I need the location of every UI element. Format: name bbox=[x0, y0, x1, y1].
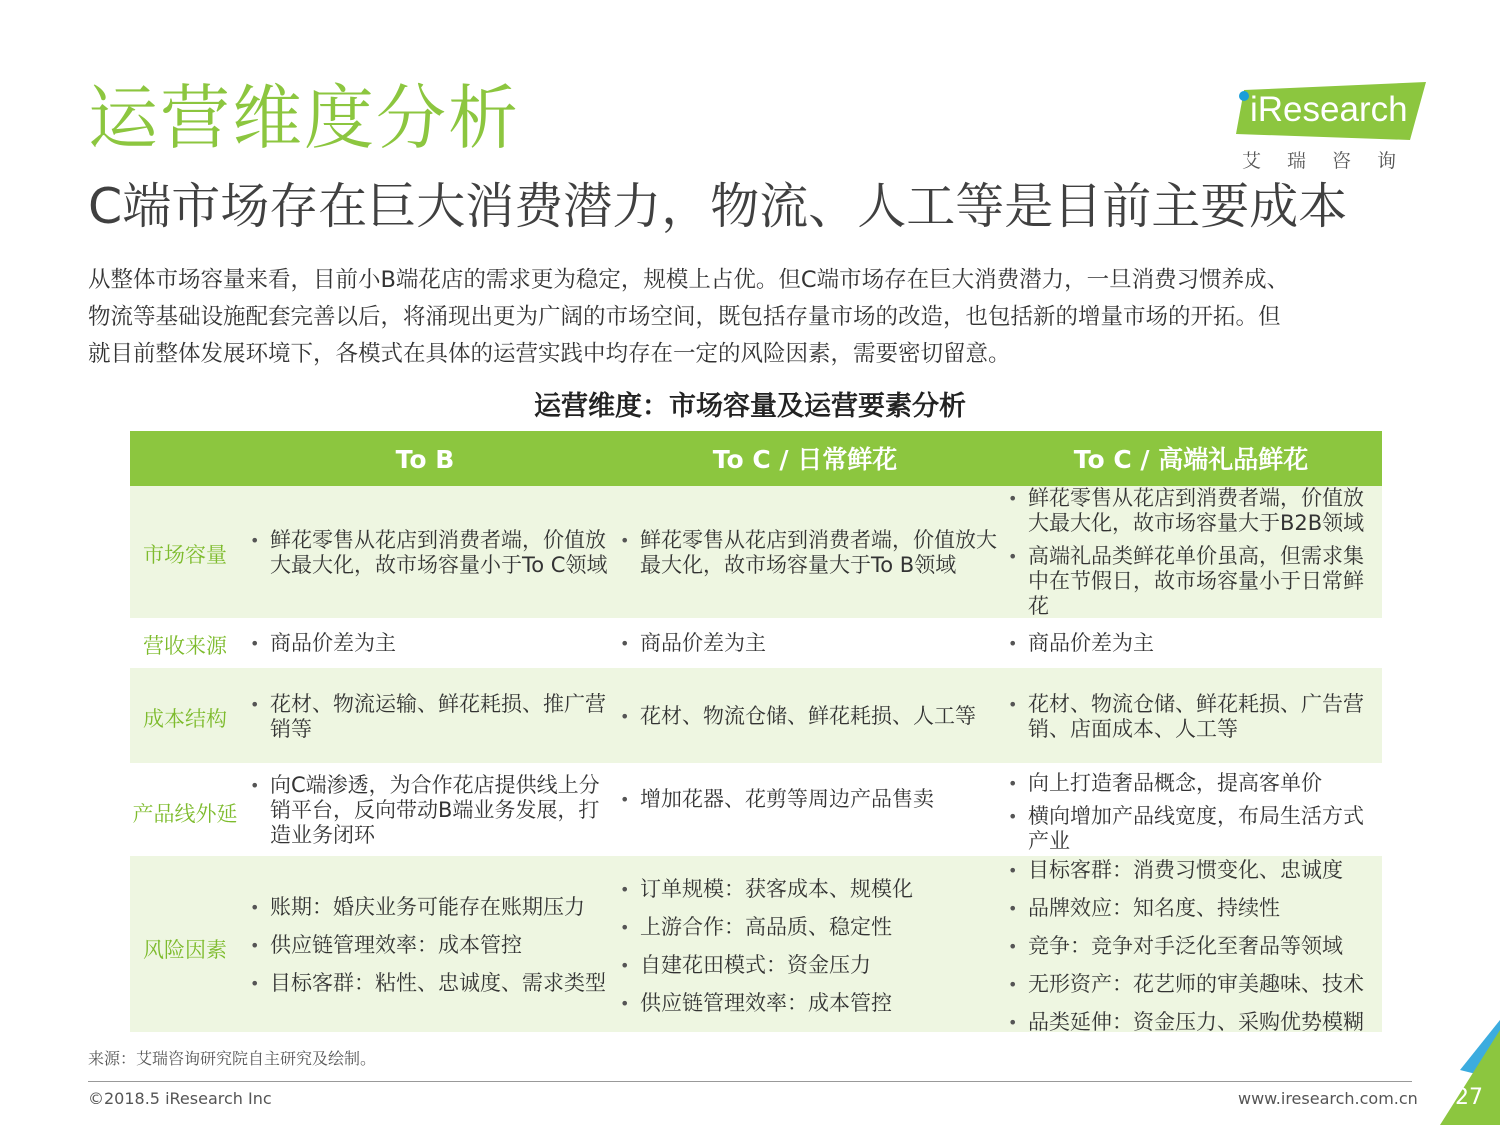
bullet-item: • 订单规模：获客成本、规模化 bbox=[610, 877, 1000, 902]
bullet-item: • 高端礼品类鲜花单价虽高，但需求集中在节假日，故市场容量小于日常鲜花 bbox=[998, 544, 1368, 619]
cell-to-c-daily bbox=[610, 704, 1000, 729]
intro-line: 从整体市场容量来看，目前小B端花店的需求更为稳定，规模上占优。但C端市场存在巨大消费潜力，一旦消费习惯养成、 bbox=[88, 267, 1290, 293]
bullet-item: • 增加花器、花剪等周边产品售卖 bbox=[610, 787, 1000, 812]
cell-to-c-daily bbox=[610, 787, 1000, 812]
row-label: 营收来源 bbox=[143, 634, 227, 658]
cell-to-c-daily bbox=[610, 528, 1000, 578]
bullet-item: • 账期：婚庆业务可能存在账期压力 bbox=[240, 895, 610, 920]
table-row-revenue-source bbox=[130, 618, 1382, 668]
bullet-item: • 供应链管理效率：成本管控 bbox=[610, 991, 1000, 1016]
iresearch-logo bbox=[1236, 82, 1426, 172]
column-header-to-b: To B bbox=[395, 445, 455, 474]
table-row-risk-factors bbox=[130, 856, 1382, 1032]
bullet-item: • 商品价差为主 bbox=[240, 631, 610, 656]
source-note: 来源：艾瑞咨询研究院自主研究及绘制。 bbox=[88, 1049, 377, 1068]
analysis-table bbox=[130, 431, 1382, 1032]
bullet-item: • 品类延伸：资金压力、采购优势模糊 bbox=[998, 1010, 1368, 1035]
footer-divider bbox=[88, 1081, 1412, 1082]
table-row-product-extension bbox=[130, 763, 1382, 856]
cell-to-c-gift bbox=[998, 692, 1368, 742]
row-label: 产品线外延 bbox=[132, 802, 238, 826]
page-subtitle: C端市场存在巨大消费潜力，物流、人工等是目前主要成本 bbox=[88, 178, 1348, 235]
bullet-item: • 花材、物流运输、鲜花耗损、推广营销等 bbox=[240, 692, 610, 742]
page-number: 27 bbox=[1455, 1085, 1483, 1110]
cell-to-b bbox=[240, 895, 610, 996]
table-title: 运营维度：市场容量及运营要素分析 bbox=[534, 391, 966, 422]
cell-to-b bbox=[240, 692, 610, 742]
cell-to-c-gift bbox=[998, 486, 1368, 619]
cell-to-c-daily bbox=[610, 631, 1000, 656]
bullet-item: • 花材、物流仓储、鲜花耗损、广告营销、店面成本、人工等 bbox=[998, 692, 1368, 742]
bullet-item: • 自建花田模式：资金压力 bbox=[610, 953, 1000, 978]
intro-line: 物流等基础设施配套完善以后，将涌现出更为广阔的市场空间，既包括存量市场的改造，也包括新的增量市场的开拓。但 bbox=[88, 304, 1281, 330]
row-label: 市场容量 bbox=[143, 543, 227, 567]
bullet-item: • 商品价差为主 bbox=[610, 631, 1000, 656]
cell-to-b bbox=[240, 528, 610, 578]
bullet-item: • 供应链管理效率：成本管控 bbox=[240, 933, 610, 958]
bullet-item: • 竞争：竞争对手泛化至奢品等领域 bbox=[998, 934, 1368, 959]
table-row-cost-structure bbox=[130, 668, 1382, 763]
intro-paragraph bbox=[88, 262, 1428, 373]
cell-to-c-gift bbox=[998, 631, 1368, 656]
row-label: 风险因素 bbox=[143, 938, 227, 962]
bullet-item: • 鲜花零售从花店到消费者端，价值放大最大化，故市场容量大于B2B领域 bbox=[998, 486, 1368, 536]
logo-chinese-text: 艾瑞咨询 bbox=[1242, 150, 1423, 172]
intro-line: 就目前整体发展环境下，各模式在具体的运营实践中均存在一定的风险因素，需要密切留意。 bbox=[88, 341, 1011, 367]
bullet-item: • 商品价差为主 bbox=[998, 631, 1368, 656]
page-title: 运营维度分析 bbox=[88, 77, 520, 159]
bullet-item: • 目标客群：粘性、忠诚度、需求类型 bbox=[240, 971, 610, 996]
bullet-item: • 品牌效应：知名度、持续性 bbox=[998, 896, 1368, 921]
copyright: ©2018.5 iResearch Inc bbox=[88, 1089, 272, 1108]
website-url: www.iresearch.com.cn bbox=[1238, 1089, 1418, 1108]
bullet-item: • 无形资产：花艺师的审美趣味、技术 bbox=[998, 972, 1368, 997]
cell-to-c-daily bbox=[610, 877, 1000, 1016]
bullet-item: • 鲜花零售从花店到消费者端，价值放大最大化，故市场容量大于To B领域 bbox=[610, 528, 1000, 578]
bullet-item: • 花材、物流仓储、鲜花耗损、人工等 bbox=[610, 704, 1000, 729]
cell-to-c-gift bbox=[998, 771, 1368, 854]
cell-to-c-gift bbox=[998, 858, 1368, 1035]
bullet-item: • 向C端渗透，为合作花店提供线上分销平台，反向带动B端业务发展，打造业务闭环 bbox=[240, 773, 610, 848]
cell-to-b bbox=[240, 773, 610, 848]
column-header-to-c-daily: To C / 日常鲜花 bbox=[712, 445, 898, 474]
bullet-item: • 向上打造奢品概念，提高客单价 bbox=[998, 771, 1368, 796]
logo-brand-text: iResearch bbox=[1250, 90, 1408, 129]
bullet-item: • 上游合作：高品质、稳定性 bbox=[610, 915, 1000, 940]
cell-to-b bbox=[240, 631, 610, 656]
table-row-market-capacity bbox=[130, 486, 1382, 618]
bullet-item: • 目标客群：消费习惯变化、忠诚度 bbox=[998, 858, 1368, 883]
bullet-item: • 鲜花零售从花店到消费者端，价值放大最大化，故市场容量小于To C领域 bbox=[240, 528, 610, 578]
bullet-item: • 横向增加产品线宽度，布局生活方式产业 bbox=[998, 804, 1368, 854]
row-label: 成本结构 bbox=[143, 707, 227, 731]
table-header-row bbox=[130, 431, 1382, 486]
column-header-to-c-gift: To C / 高端礼品鲜花 bbox=[1073, 445, 1309, 474]
